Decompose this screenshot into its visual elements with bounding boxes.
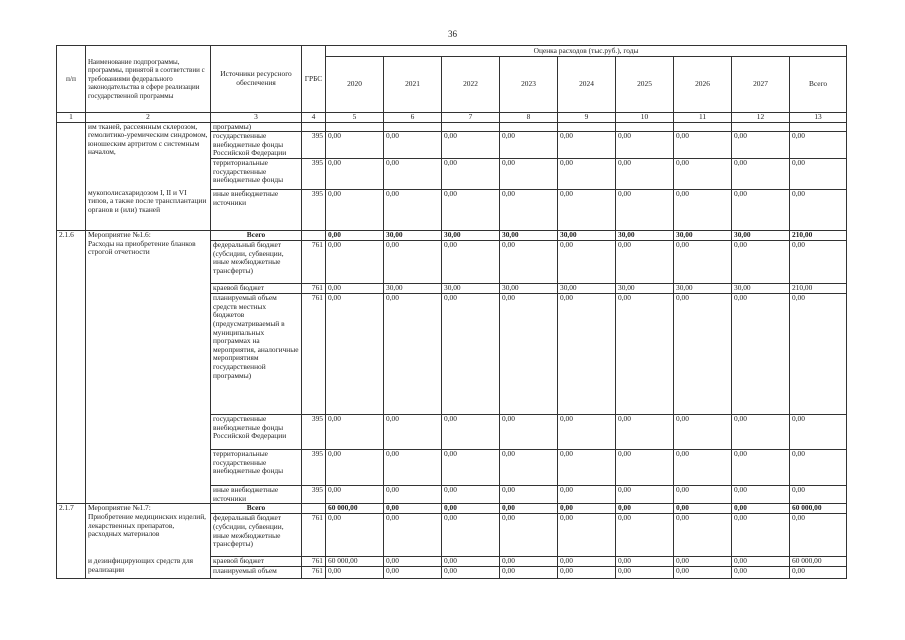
value-cell: 60 000,00	[326, 504, 384, 514]
value-cell: 0,00	[674, 486, 732, 504]
header-year: 2024	[558, 57, 616, 113]
name-cell	[86, 122, 211, 231]
header-year: 2020	[326, 57, 384, 113]
num-cell: 2.1.6	[57, 231, 86, 504]
value-cell: 0,00	[558, 241, 616, 284]
index-cell: 13	[790, 113, 847, 123]
source-cell: федеральный бюджет (субсидии, субвенции, иные межбюджетные трансферты)	[211, 514, 302, 557]
grbs-cell: 395	[302, 450, 326, 486]
value-cell: 30,00	[500, 284, 558, 294]
value-cell: 0,00	[442, 557, 500, 567]
index-cell: 4	[302, 113, 326, 123]
value-cell: 0,00	[558, 514, 616, 557]
index-cell: 7	[442, 113, 500, 123]
value-cell: 0,00	[732, 415, 790, 450]
index-cell: 8	[500, 113, 558, 123]
value-cell: 0,00	[674, 294, 732, 415]
value-cell: 0,00	[674, 567, 732, 579]
value-cell: 0,00	[442, 159, 500, 190]
value-cell: 0,00	[326, 231, 384, 241]
value-cell: 0,00	[500, 190, 558, 231]
value-cell: 0,00	[674, 557, 732, 567]
value-cell	[732, 122, 790, 132]
table-row	[57, 122, 847, 132]
value-cell: 0,00	[384, 159, 442, 190]
source-cell: программы)	[211, 122, 302, 132]
value-cell	[674, 122, 732, 132]
name-text: мукополисахаридозом I, II и VI типов, а также после трансплантации органов и (или) тканей	[88, 187, 207, 214]
source-cell: планируемый объем	[211, 567, 302, 579]
value-cell: 0,00	[384, 294, 442, 415]
value-cell: 0,00	[732, 190, 790, 231]
grbs-cell	[302, 504, 326, 514]
measure-name: Приобретение медицинских изделий, лекарственных препаратов, расходных материалов	[88, 511, 207, 539]
value-cell: 0,00	[442, 132, 500, 159]
grbs-cell: 395	[302, 159, 326, 190]
value-cell: 0,00	[500, 450, 558, 486]
header-total: Всего	[790, 57, 847, 113]
value-cell: 0,00	[558, 132, 616, 159]
value-cell: 0,00	[616, 567, 674, 579]
table-row	[57, 504, 847, 514]
value-cell: 30,00	[384, 231, 442, 241]
header-grbs: ГРБС	[302, 46, 326, 113]
grbs-cell: 761	[302, 241, 326, 284]
grbs-cell	[302, 122, 326, 132]
value-cell: 0,00	[558, 294, 616, 415]
value-cell: 30,00	[674, 231, 732, 241]
value-cell: 0,00	[558, 504, 616, 514]
header-num: п/п	[57, 46, 86, 113]
value-cell: 0,00	[790, 294, 847, 415]
header-year: 2022	[442, 57, 500, 113]
num-cell	[57, 122, 86, 231]
value-cell: 0,00	[384, 415, 442, 450]
table-body	[57, 122, 847, 579]
index-cell: 9	[558, 113, 616, 123]
value-cell: 210,00	[790, 231, 847, 241]
measure-title: Мероприятие №1.7:	[88, 503, 151, 513]
source-cell: иные внебюджетные источники	[211, 190, 302, 231]
source-cell: краевой бюджет	[211, 284, 302, 294]
value-cell: 0,00	[790, 132, 847, 159]
value-cell: 0,00	[384, 514, 442, 557]
value-cell: 0,00	[442, 450, 500, 486]
value-cell	[384, 122, 442, 132]
source-cell: планируемый объем средств местных бюджетов (предусматриваемый в муниципальных программах на мероприятия, аналогичные мероприятиям государственной программы)	[211, 294, 302, 415]
value-cell: 0,00	[326, 450, 384, 486]
grbs-cell: 761	[302, 567, 326, 579]
value-cell: 0,00	[326, 514, 384, 557]
value-cell: 0,00	[790, 567, 847, 579]
value-cell: 0,00	[732, 450, 790, 486]
value-cell: 0,00	[616, 486, 674, 504]
value-cell: 0,00	[674, 450, 732, 486]
value-cell	[558, 122, 616, 132]
header-source: Источники ресурсного обеспечения	[211, 46, 302, 113]
index-cell: 12	[732, 113, 790, 123]
value-cell: 0,00	[616, 415, 674, 450]
index-row	[57, 113, 847, 123]
value-cell: 0,00	[500, 567, 558, 579]
header-name: Наименование подпрограммы, программы, принятой в соответствии с требованиями федерального законодательства в сфере реализации государственной программы	[86, 46, 211, 113]
value-cell: 0,00	[790, 415, 847, 450]
value-cell: 30,00	[558, 284, 616, 294]
value-cell: 0,00	[442, 294, 500, 415]
value-cell: 0,00	[442, 190, 500, 231]
value-cell: 0,00	[384, 557, 442, 567]
value-cell: 0,00	[500, 132, 558, 159]
value-cell: 0,00	[442, 241, 500, 284]
value-cell: 0,00	[442, 514, 500, 557]
value-cell: 0,00	[732, 486, 790, 504]
value-cell: 0,00	[326, 241, 384, 284]
budget-table	[56, 45, 847, 579]
value-cell: 30,00	[500, 231, 558, 241]
value-cell: 0,00	[384, 486, 442, 504]
value-cell: 0,00	[558, 486, 616, 504]
value-cell: 0,00	[326, 294, 384, 415]
index-cell: 3	[211, 113, 302, 123]
value-cell: 0,00	[674, 190, 732, 231]
value-cell: 0,00	[558, 190, 616, 231]
grbs-cell: 761	[302, 284, 326, 294]
value-cell: 0,00	[674, 514, 732, 557]
value-cell: 0,00	[732, 159, 790, 190]
value-cell: 30,00	[674, 284, 732, 294]
value-cell: 0,00	[790, 486, 847, 504]
value-cell: 0,00	[732, 557, 790, 567]
value-cell	[500, 122, 558, 132]
value-cell: 30,00	[732, 231, 790, 241]
grbs-cell	[302, 231, 326, 241]
value-cell: 0,00	[442, 504, 500, 514]
grbs-cell: 395	[302, 132, 326, 159]
value-cell: 0,00	[500, 514, 558, 557]
value-cell: 0,00	[674, 159, 732, 190]
source-cell: государственные внебюджетные фонды Российской Федерации	[211, 415, 302, 450]
value-cell: 60 000,00	[790, 504, 847, 514]
value-cell	[790, 122, 847, 132]
index-cell: 2	[86, 113, 211, 123]
value-cell: 0,00	[558, 557, 616, 567]
value-cell: 0,00	[384, 241, 442, 284]
value-cell: 0,00	[732, 132, 790, 159]
value-cell: 0,00	[384, 504, 442, 514]
value-cell: 0,00	[616, 450, 674, 486]
index-cell: 11	[674, 113, 732, 123]
value-cell: 0,00	[384, 132, 442, 159]
value-cell: 0,00	[500, 486, 558, 504]
value-cell: 0,00	[326, 159, 384, 190]
index-cell: 5	[326, 113, 384, 123]
source-cell: территориальные государственные внебюджетные фонды	[211, 159, 302, 190]
header-year: 2027	[732, 57, 790, 113]
header-year: 2023	[500, 57, 558, 113]
source-cell: иные внебюджетные источники	[211, 486, 302, 504]
value-cell: 30,00	[442, 231, 500, 241]
value-cell: 0,00	[790, 190, 847, 231]
value-cell: 0,00	[616, 514, 674, 557]
value-cell: 210,00	[790, 284, 847, 294]
measure-name: Расходы на приобретение бланков строгой отчетности	[88, 238, 196, 257]
value-cell: 0,00	[558, 450, 616, 486]
value-cell: 0,00	[558, 159, 616, 190]
header-estimate: Оценка расходов (тыс.руб.), годы	[326, 46, 847, 57]
value-cell: 30,00	[616, 231, 674, 241]
grbs-cell: 761	[302, 557, 326, 567]
value-cell: 0,00	[732, 241, 790, 284]
num-cell: 2.1.7	[57, 504, 86, 579]
value-cell	[442, 122, 500, 132]
value-cell: 30,00	[384, 284, 442, 294]
source-cell: территориальные государственные внебюджетные фонды	[211, 450, 302, 486]
value-cell: 0,00	[500, 159, 558, 190]
value-cell: 0,00	[384, 450, 442, 486]
value-cell: 0,00	[790, 159, 847, 190]
value-cell: 0,00	[616, 557, 674, 567]
value-cell: 0,00	[790, 241, 847, 284]
value-cell: 0,00	[732, 514, 790, 557]
value-cell: 0,00	[790, 450, 847, 486]
value-cell: 0,00	[500, 415, 558, 450]
name-cell	[86, 231, 211, 504]
value-cell: 0,00	[732, 567, 790, 579]
value-cell: 0,00	[732, 294, 790, 415]
value-cell: 0,00	[326, 190, 384, 231]
grbs-cell: 395	[302, 415, 326, 450]
index-cell: 1	[57, 113, 86, 123]
name-text: им тканей, рассеянным склерозом, гемолитико-уремическим синдромом, юношеским артритом с системным началом,	[88, 122, 208, 157]
value-cell: 0,00	[558, 415, 616, 450]
header-year: 2025	[616, 57, 674, 113]
value-cell: 0,00	[326, 415, 384, 450]
header-year: 2026	[674, 57, 732, 113]
measure-name: и дезинфицирующих средств для реализации	[88, 555, 194, 574]
value-cell: 0,00	[442, 567, 500, 579]
value-cell: 0,00	[674, 504, 732, 514]
value-cell: 0,00	[326, 132, 384, 159]
value-cell: 0,00	[558, 567, 616, 579]
value-cell: 60 000,00	[790, 557, 847, 567]
source-cell: Всего	[211, 231, 302, 241]
value-cell: 0,00	[616, 504, 674, 514]
value-cell	[326, 122, 384, 132]
value-cell: 0,00	[616, 159, 674, 190]
value-cell: 0,00	[674, 415, 732, 450]
header-year: 2021	[384, 57, 442, 113]
index-cell: 6	[384, 113, 442, 123]
source-cell: федеральный бюджет (субсидии, субвенции, иные межбюджетные трансферты)	[211, 241, 302, 284]
grbs-cell: 761	[302, 514, 326, 557]
page-number: 36	[448, 29, 457, 39]
value-cell: 30,00	[616, 284, 674, 294]
value-cell: 30,00	[442, 284, 500, 294]
value-cell: 0,00	[500, 294, 558, 415]
value-cell: 0,00	[326, 284, 384, 294]
source-cell: государственные внебюджетные фонды Российской Федерации	[211, 132, 302, 159]
value-cell: 0,00	[790, 514, 847, 557]
value-cell: 0,00	[616, 294, 674, 415]
value-cell: 0,00	[500, 241, 558, 284]
value-cell: 0,00	[384, 567, 442, 579]
value-cell	[616, 122, 674, 132]
value-cell: 0,00	[616, 132, 674, 159]
value-cell: 30,00	[732, 284, 790, 294]
value-cell: 60 000,00	[326, 557, 384, 567]
value-cell: 0,00	[384, 190, 442, 231]
value-cell: 0,00	[674, 132, 732, 159]
table-row	[57, 231, 847, 241]
name-cell	[86, 504, 211, 579]
value-cell: 0,00	[442, 415, 500, 450]
grbs-cell: 395	[302, 190, 326, 231]
value-cell: 0,00	[616, 190, 674, 231]
source-cell: Всего	[211, 504, 302, 514]
value-cell: 0,00	[500, 504, 558, 514]
value-cell: 0,00	[326, 486, 384, 504]
value-cell: 0,00	[442, 486, 500, 504]
grbs-cell: 761	[302, 294, 326, 415]
index-cell: 10	[616, 113, 674, 123]
source-cell: краевой бюджет	[211, 557, 302, 567]
grbs-cell: 395	[302, 486, 326, 504]
value-cell: 0,00	[500, 557, 558, 567]
measure-title: Мероприятие №1.6:	[88, 230, 151, 240]
value-cell: 0,00	[616, 241, 674, 284]
value-cell: 30,00	[558, 231, 616, 241]
value-cell: 0,00	[326, 567, 384, 579]
value-cell: 0,00	[674, 241, 732, 284]
value-cell: 0,00	[732, 504, 790, 514]
